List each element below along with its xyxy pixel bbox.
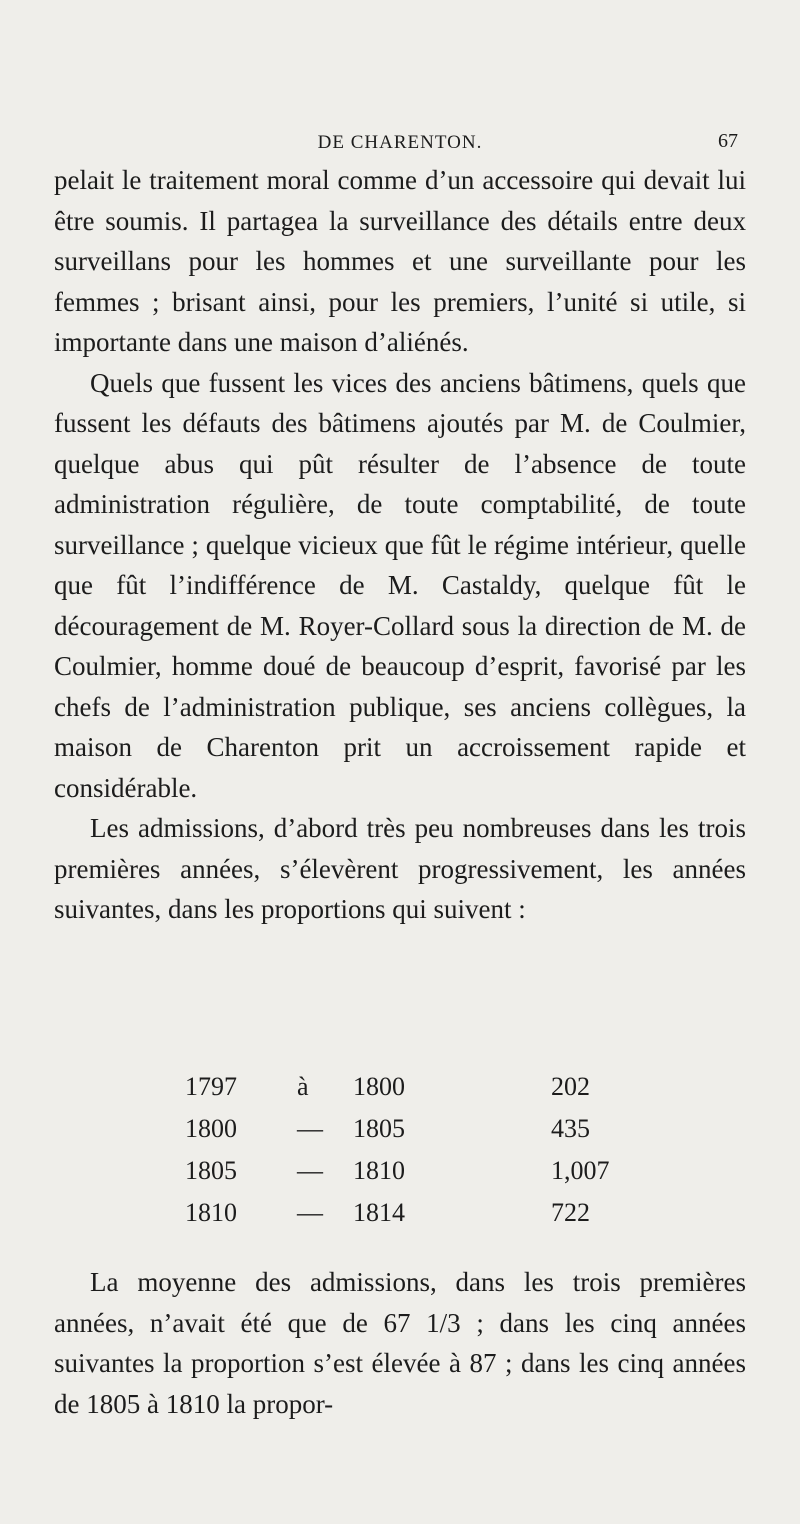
paragraph-buildings: Quels que fussent les vices des anciens bâtimens, quels que fussent les défauts des bâtimens ajoutés par M. de Coulmier, quelque abus qui pût résulter de l’absence de toute administration régulière, de toute comptabilité, de toute surveillance ; quelque vicieux que fût le régime intérieur, quelle que fût l’indifférence de M. Castaldy, quelque fût le découragement de M. Royer-Collard sous la direction de M. de Coulmier, homme doué de beaucoup d’esprit, favorisé par les chefs de l’administration publique, ses anciens collègues, la maison de Charenton prit un accroissement rapide et considérable. — [54, 367, 746, 803]
year-to: 1814 — [353, 1198, 405, 1227]
range-separator: à — [297, 1072, 309, 1101]
running-title: DE CHARENTON. — [317, 132, 483, 153]
table-row — [185, 1156, 610, 1198]
year-from: 1810 — [185, 1198, 237, 1227]
year-to: 1805 — [353, 1114, 405, 1143]
range-separator: — — [297, 1156, 323, 1185]
range-separator: — — [297, 1114, 323, 1143]
body-text-closing — [54, 1262, 746, 1424]
running-head — [0, 128, 800, 158]
paragraph-continuation: pelait le traitement moral comme d’un accessoire qui devait lui être soumis. Il partagea la surveillance des détails entre deux surveillans pour les hommes et une surveillante pour les femmes ; brisant ainsi, pour les premiers, l’unité si utile, si importante dans une maison d’aliénés. — [54, 165, 746, 357]
admissions-count: 1,007 — [551, 1156, 610, 1185]
table-row — [185, 1198, 605, 1240]
year-from: 1805 — [185, 1156, 237, 1185]
admissions-count: 722 — [551, 1198, 590, 1227]
year-from: 1800 — [185, 1114, 237, 1143]
paragraph-admissions-intro: Les admissions, d’abord très peu nombreuses dans les trois premières années, s’élevèrent progressivement, les années suivantes, dans les proportions qui suivent : — [54, 813, 746, 924]
range-separator: — — [297, 1198, 323, 1227]
admissions-table — [185, 1072, 610, 1240]
paragraph-averages: La moyenne des admissions, dans les trois premières années, n’avait été que de 67 1/3 ; dans les cinq années suivantes la proportion s’est élevée à 87 ; dans les cinq années de 1805 à 1810 la propor- — [54, 1267, 746, 1419]
admissions-count: 202 — [551, 1072, 590, 1101]
page-number: 67 — [718, 130, 738, 152]
table-row — [185, 1114, 605, 1156]
year-to: 1810 — [353, 1156, 405, 1185]
year-to: 1800 — [353, 1072, 405, 1101]
admissions-count: 435 — [551, 1114, 590, 1143]
year-from: 1797 — [185, 1072, 237, 1101]
table-row — [185, 1072, 605, 1114]
body-text — [54, 160, 746, 930]
